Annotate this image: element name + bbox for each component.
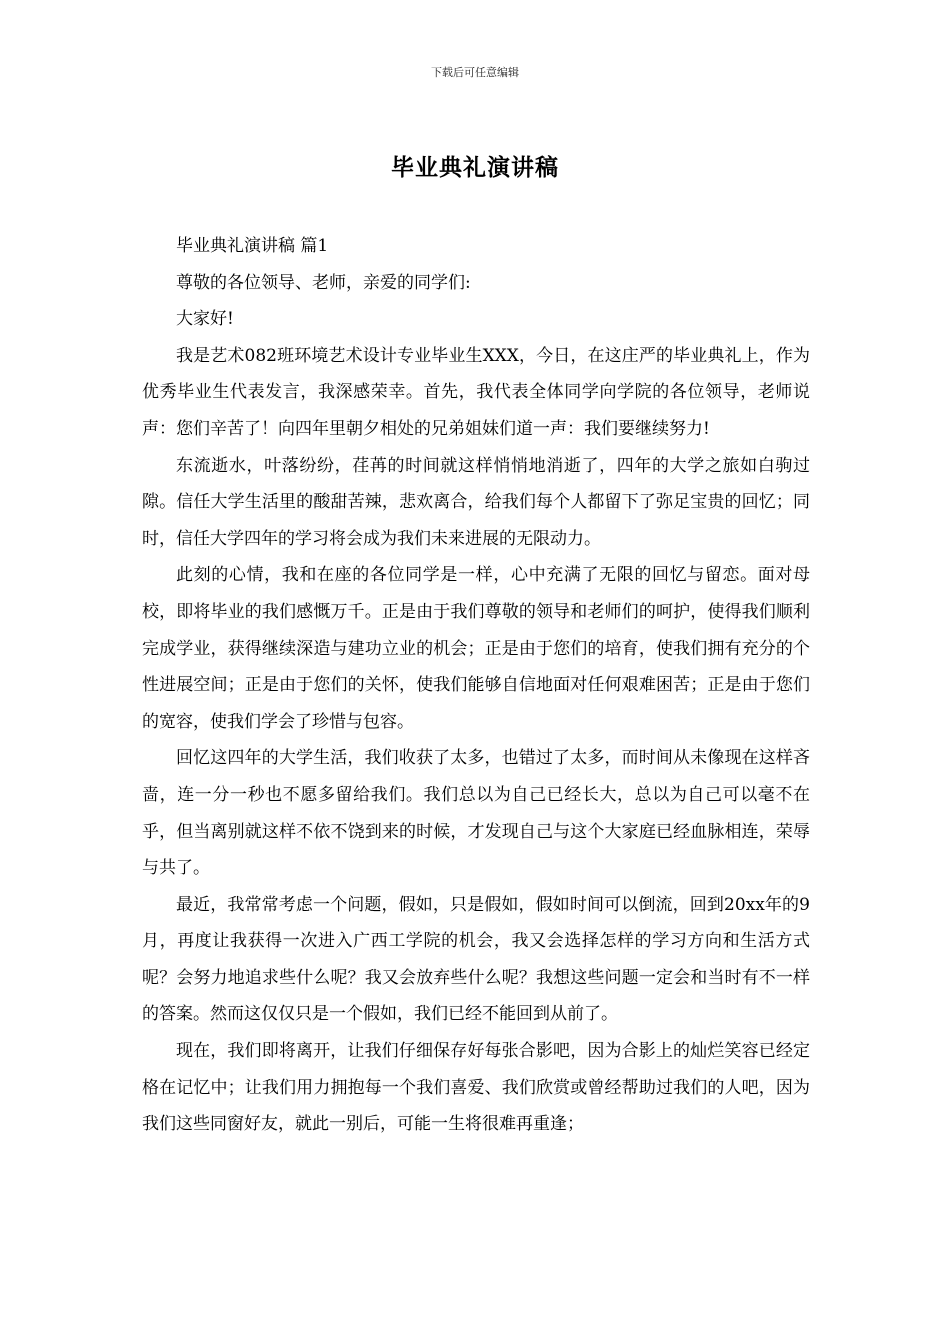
- paragraph-section-heading: 毕业典礼演讲稿 篇1: [176, 236, 329, 256]
- document-title: 毕业典礼演讲稿: [391, 154, 559, 181]
- paragraph-greeting: 大家好!: [176, 309, 234, 330]
- paragraph-salutation: 尊敬的各位领导、老师，亲爱的同学们:: [176, 272, 471, 293]
- paragraph: 回忆这四年的大学生活，我们收获了太多，也错过了太多，而时间从未像现在这样吝啬，连一分一秒也不愿多留给我们。我们总以为自己已经长大，总以为自己可以毫不在乎，但当离别就这样不依不饶到来的时候，才发现自己与这个大家庭已经血脉相连，荣辱与共了。: [142, 748, 810, 879]
- paragraph: 此刻的心情，我和在座的各位同学是一样，心中充满了无限的回忆与留恋。面对母校，即将毕业的我们感慨万千。正是由于我们尊敬的领导和老师们的呵护，使得我们顺利完成学业，获得继续深造与建功立业的机会；正是由于您们的培育，使我们拥有充分的个性进展空间；正是由于您们的关怀，使我们能够自信地面对任何艰难困苦；正是由于您们的宽容，使我们学会了珍惜与包容。: [142, 565, 810, 732]
- paragraph: 现在，我们即将离开，让我们仔细保存好每张合影吧，因为合影上的灿烂笑容已经定格在记忆中；让我们用力拥抱每一个我们喜爱、我们欣赏或曾经帮助过我们的人吧，因为我们这些同窗好友，就此一别后，可能一生将很难再重逢；: [142, 1041, 810, 1135]
- document-body: [142, 228, 810, 1143]
- paragraph: 最近，我常常考虑一个问题，假如，只是假如，假如时间可以倒流，回到20xx年的9月，再度让我获得一次进入广西工学院的机会，我又会选择怎样的学习方向和生活方式呢？会努力地追求些什么呢？我又会放弃些什么呢？我想这些问题一定会和当时有不一样的答案。然而这仅仅只是一个假如，我们已经不能回到从前了。: [142, 894, 810, 1025]
- paragraph: 我是艺术082班环境艺术设计专业毕业生XXX，今日，在这庄严的毕业典礼上，作为优秀毕业生代表发言，我深感荣幸。首先，我代表全体同学向学院的各位领导，老师说声：您们辛苦了！向四年里朝夕相处的兄弟姐妹们道一声：我们要继续努力!: [142, 345, 810, 439]
- header-note: 下载后可任意编辑: [431, 66, 519, 79]
- paragraph: 东流逝水，叶落纷纷，荏苒的时间就这样悄悄地消逝了，四年的大学之旅如白驹过隙。信任大学生活里的酸甜苦辣，悲欢离合，给我们每个人都留下了弥足宝贵的回忆；同时，信任大学四年的学习将会成为我们未来进展的无限动力。: [142, 455, 810, 549]
